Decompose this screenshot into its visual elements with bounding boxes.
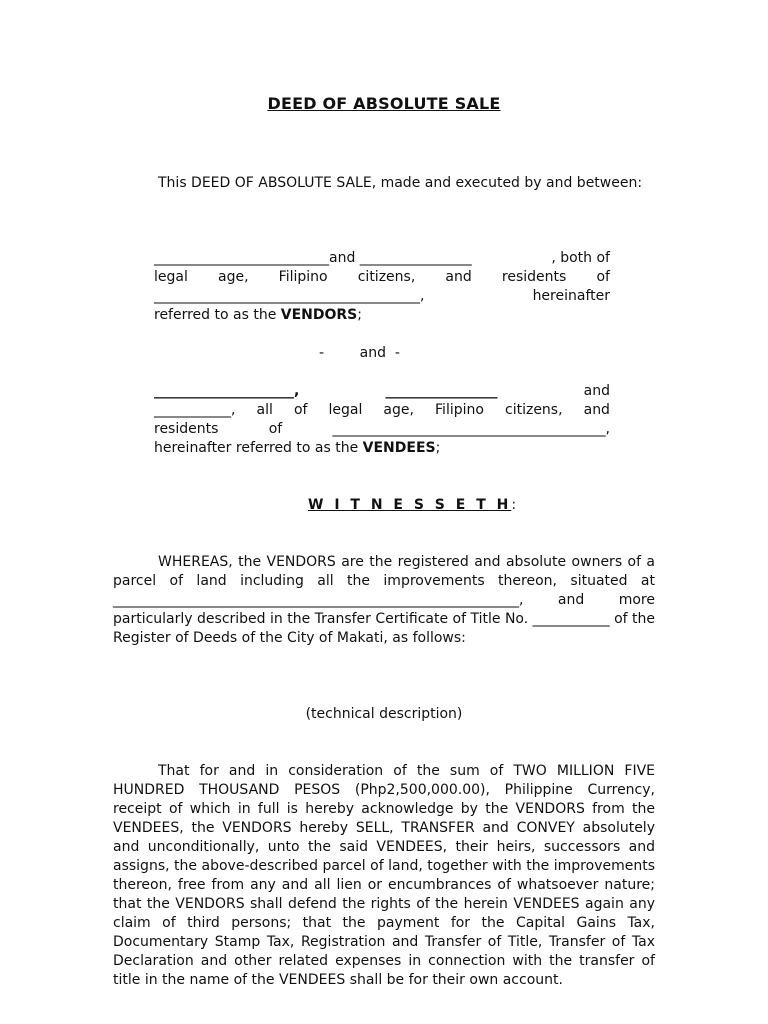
vendees-line-2 bbox=[154, 401, 610, 420]
vendors-label: VENDORS bbox=[280, 307, 358, 323]
vendees-label: VENDEES bbox=[362, 440, 436, 456]
word: Filipino bbox=[435, 402, 484, 418]
vendees-line-4 bbox=[154, 439, 610, 458]
word: hereinafter bbox=[532, 288, 610, 304]
word: citizens, bbox=[357, 269, 416, 285]
word: legal bbox=[328, 402, 363, 418]
word: of bbox=[268, 421, 283, 437]
word: and bbox=[583, 383, 610, 399]
consideration-paragraph: That for and in consideration of the sum of TWO MILLION FIVE HUNDRED THOUSAND PESOS (Php2,500,000.00), Philippine Currency, receipt of which in full is hereby acknowledge by the VENDORS from the VENDEES, the VENDORS hereby SELL, TRANSFER and CONVEY absolutely and unconditionally, unto the said VENDEES, their heirs, successors and assigns, the above-described parcel of land, together with the improvements thereon, free from any and all lien or encumbrances of whatsoever nature; that the VENDORS shall defend the rights of the herein VENDEES again any claim of third persons; that the payment for the Capital Gains Tax, Documentary Stamp Tax, Registration and Transfer of Title, Transfer of Tax Declaration and other related expenses in connection with the transfer of title in the name of the VENDEES shall be for their own account. bbox=[113, 763, 655, 988]
word: and bbox=[583, 402, 610, 418]
vendees-line-1 bbox=[154, 382, 610, 401]
word: age, bbox=[218, 269, 249, 285]
vendees-block bbox=[154, 382, 610, 458]
vendee-name-blank-1: ____________________, bbox=[154, 383, 300, 399]
vendors-line-2 bbox=[154, 268, 610, 287]
technical-description: (technical description) bbox=[305, 706, 463, 722]
vendor-names-blank: _________________________and ________________ bbox=[154, 250, 472, 266]
word: residents bbox=[154, 421, 219, 437]
vendors-line-3 bbox=[154, 287, 610, 306]
vendors-address-blank: ______________________________________, bbox=[154, 288, 425, 304]
vendors-line-1 bbox=[154, 249, 610, 268]
vendors-block bbox=[154, 249, 610, 325]
vendee-name-blank-3: ___________, bbox=[154, 402, 236, 418]
whereas-paragraph: WHEREAS, the VENDORS are the registered and absolute owners of a parcel of land including all the improvements thereon, situated at __________________________________________________________, and more particularly described in the Transfer Certificate of Title No. ___________ of the Register of Deeds of the City of Makati, as follows: bbox=[113, 554, 656, 646]
semicolon: ; bbox=[435, 440, 441, 456]
vendees-line-3 bbox=[154, 420, 610, 439]
word: Filipino bbox=[278, 269, 328, 285]
word: citizens, bbox=[505, 402, 563, 418]
intro-paragraph: This DEED OF ABSOLUTE SALE, made and executed by and between: bbox=[158, 175, 643, 191]
vendors-both-of: , both of bbox=[551, 250, 610, 266]
witnesseth-heading bbox=[308, 496, 519, 515]
word: residents bbox=[501, 269, 567, 285]
word: all bbox=[256, 402, 273, 418]
vendors-ref-text: referred to as the bbox=[154, 307, 281, 323]
vendees-ref-text: hereinafter referred to as the bbox=[154, 440, 363, 456]
vendee-name-blank-2: ________________ bbox=[385, 383, 498, 399]
word: and bbox=[445, 269, 472, 285]
word: legal bbox=[154, 269, 188, 285]
document-title: DEED OF ABSOLUTE SALE bbox=[267, 94, 501, 113]
semicolon: ; bbox=[357, 307, 362, 323]
vendors-line-4 bbox=[154, 306, 610, 325]
and-separator: - and - bbox=[319, 345, 400, 361]
vendees-address-blank: _______________________________________, bbox=[332, 421, 610, 437]
word: of bbox=[596, 269, 610, 285]
witnesseth-text: W I T N E S S E T H bbox=[308, 497, 512, 513]
word: age, bbox=[383, 402, 414, 418]
witnesseth-colon: : bbox=[511, 497, 520, 513]
word: of bbox=[293, 402, 308, 418]
